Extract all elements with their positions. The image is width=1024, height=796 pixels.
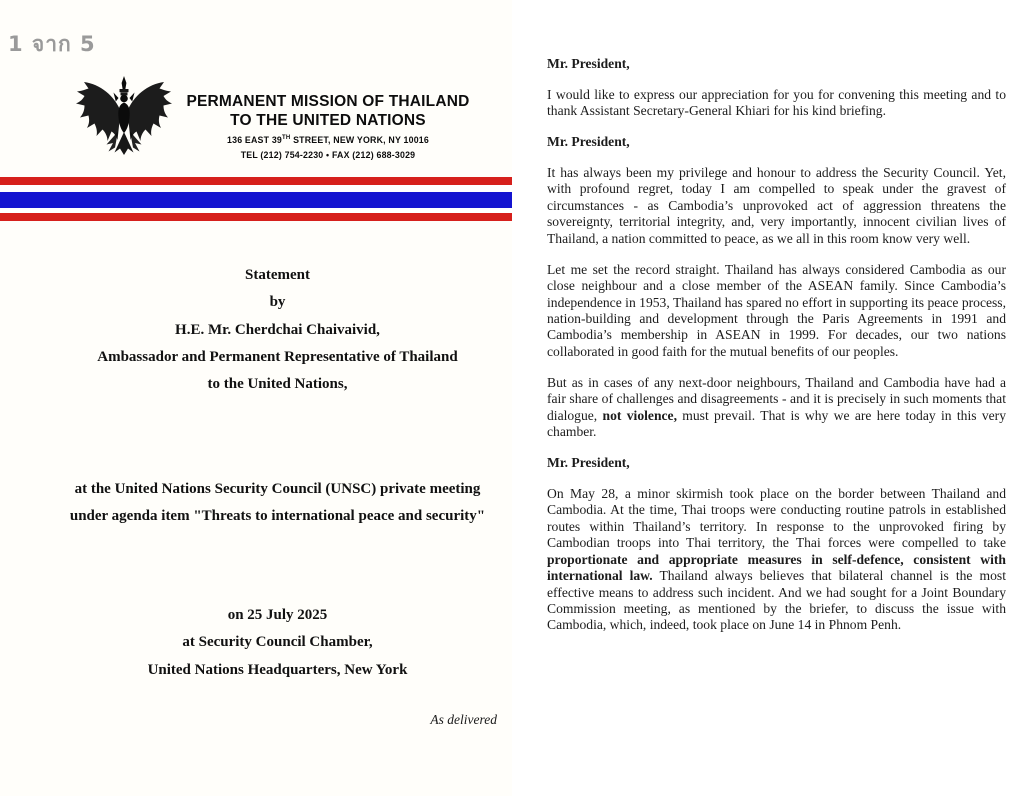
statement-title-block bbox=[55, 262, 500, 398]
letterhead-address bbox=[178, 132, 478, 147]
title-line: by bbox=[269, 294, 286, 311]
meeting-line: at the United Nations Security Council (UNSC) private meeting bbox=[74, 481, 481, 497]
letterhead bbox=[70, 76, 490, 172]
body-paragraph bbox=[547, 375, 1006, 441]
flag-stripe-red-bottom bbox=[0, 213, 514, 221]
text-segment: But as in cases of any next-door neighbours, Thailand and Cambodia have had a fair share of challenges and disagreements - and it is precisely in such moments that dialogue, bbox=[547, 374, 1006, 423]
title-line: to the United Nations, bbox=[207, 376, 348, 393]
address-post: STREET, NEW YORK, NY 10016 bbox=[290, 134, 429, 145]
meeting-line: under agenda item "Threats to international peace and security" bbox=[69, 508, 486, 525]
bold-text-segment: proportionate and appropriate measures in self-defence, consistent with international law. bbox=[547, 551, 1006, 584]
thai-flag-stripes bbox=[0, 177, 514, 221]
letterhead-text bbox=[178, 92, 478, 162]
bold-text-segment: not violence, bbox=[602, 407, 677, 423]
body-paragraph bbox=[547, 486, 1006, 634]
salutation bbox=[547, 455, 1006, 471]
date-line: United Nations Headquarters, New York bbox=[147, 661, 408, 678]
page-2 bbox=[512, 0, 1024, 796]
text-segment: Thailand always believes that bilateral channel is the most effective means to address such incident. And we had sought for a Joint Boundary Commission meeting, as mentioned by the briefer, to discuss the issue with Cambodia, which, indeed, took place on June 14 in Phnom Penh. bbox=[547, 568, 1006, 633]
bold-text-segment: Mr. President, bbox=[547, 454, 630, 470]
salutation bbox=[547, 56, 1006, 72]
date-line: at Security Council Chamber, bbox=[182, 634, 373, 651]
text-segment: I would like to express our appreciation for you for convening this meeting and to thank Assistant Secretary-General Khiari for his kind briefing. bbox=[547, 86, 1006, 119]
text-segment: must prevail. That is why we are here today in this very chamber. bbox=[547, 407, 1007, 440]
body-paragraph bbox=[547, 262, 1006, 361]
page-2-content bbox=[547, 56, 1006, 648]
flag-stripe-blue bbox=[0, 192, 514, 208]
page-indicator: 1 จาก 5 bbox=[8, 32, 96, 56]
title-line: H.E. Mr. Cherdchai Chaivaivid, bbox=[175, 321, 380, 338]
date-line: on 25 July 2025 bbox=[227, 607, 328, 623]
letterhead-phone: TEL (212) 754-2230 • FAX (212) 688-3029 bbox=[240, 149, 416, 160]
body-paragraph bbox=[547, 87, 1006, 120]
body-paragraph bbox=[547, 165, 1006, 247]
address-pre: 136 EAST 39 bbox=[227, 134, 283, 145]
meeting-block bbox=[55, 476, 500, 531]
bold-text-segment: Mr. President, bbox=[547, 134, 630, 150]
date-location-block bbox=[55, 602, 500, 684]
bold-text-segment: Mr. President, bbox=[547, 56, 630, 71]
text-segment: It has always been my privilege and honour to address the Security Council. Yet, with profound regret, today I am compelled to speak under the gravest of circumstances - as Cambodia’s unprovoked act of aggression threatens the sovereignty, territorial integrity, and, very importantly, innocent civilian lives of Thailand, a nation committed to peace, as we all in this room know very well. bbox=[547, 164, 1006, 246]
flag-stripe-red-top bbox=[0, 177, 514, 185]
text-segment: On May 28, a minor skirmish took place on the border between Thailand and Cambodia. At the time, Thai troops were conducting routine patrols in established routes within Thailand’s territory. In response to the unprovoked firing by Cambodian troops into Thai territory, the Thai forces were compelled to take bbox=[547, 485, 1006, 551]
garuda-emblem bbox=[73, 76, 175, 172]
title-line: Statement bbox=[245, 267, 310, 283]
flag-stripe-white-top bbox=[0, 185, 514, 192]
text-segment: Let me set the record straight. Thailand has always considered Cambodia as our close neighbour and a close member of the ASEAN family. Since Cambodia’s independence in 1953, Thailand has spared no effort in supporting its peace process, nation-building and development through the Paris Agreements in 1991 and Cambodia’s membership in ASEAN in 1999. For decades, our two nations collaborated in good faith for the mutual benefits of our peoples. bbox=[547, 261, 1006, 359]
letterhead-line1: PERMANENT MISSION OF THAILAND bbox=[186, 93, 470, 110]
salutation bbox=[547, 134, 1006, 150]
letterhead-line2: TO THE UNITED NATIONS bbox=[230, 112, 426, 129]
as-delivered-note: As delivered bbox=[430, 712, 497, 727]
title-line: Ambassador and Permanent Representative of Thailand bbox=[97, 348, 458, 365]
address-sup: TH bbox=[282, 135, 291, 141]
